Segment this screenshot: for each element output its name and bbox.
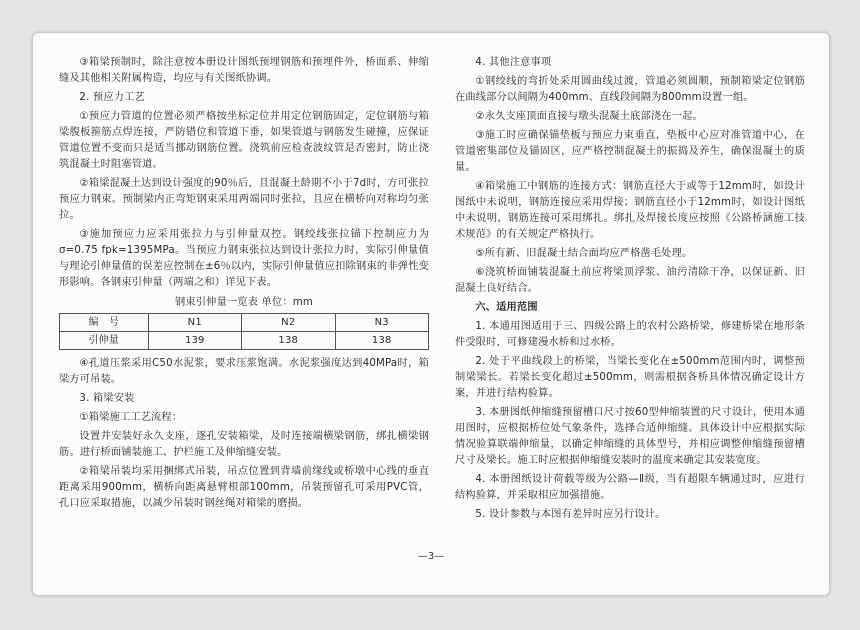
section-heading-install: 3. 箱梁安装 [79,393,135,404]
right-paragraph-5: ⑤所有新、旧混凝土结合面均应严格凿毛处理。 [475,248,693,259]
section-heading-other: 4. 其他注意事项 [475,57,552,68]
left-paragraph-2: ①预应力管道的位置必须严格按坐标定位并用定位钢筋固定，定位钢筋与箱梁腹板箍筋点焊连接，严防错位和管道下垂，如果管道与钢筋发生碰撞，应保证管道位置不变而只是适当挪动钢筋位置。浇筑前应检查波纹管是否密封，防止浇筑混凝土时阻塞管道。 [59,111,429,170]
right-paragraph-1: ①钢绞线的弯折处采用圆曲线过渡，管道必须圆顺，预制箱梁定位钢筋在曲线部分以间隔为400mm、直线段间隔为800mm设置一组。 [455,76,805,103]
left-column [59,55,429,515]
left-paragraph-8: ②箱梁吊装均采用捆绑式吊装，吊点位置到背墙前缘线或桥墩中心线的垂直距离采用900mm，横桥向距离悬臂根部100mm，吊装预留孔可采用PVC管，孔口应采取措施，以减少吊装时钢丝绳对箱梁的磨损。 [59,466,429,509]
right-paragraph-8: 2. 处于平曲线段上的桥梁，当梁长变化在±500mm范围内时，调整预制梁梁长。若梁长变化超过±500mm，则需根据各桥具体情况确定设计方案，并进行结构验算。 [455,356,805,399]
left-paragraph-1: ③箱梁预制时，除注意按本册设计图纸预埋钢筋和预埋件外，桥面系、伸缩缝及其他相关附属构造，均应与有关图纸协调。 [59,57,429,84]
table-col-n3: N3 [335,314,428,332]
left-paragraph-6: ①箱梁施工工艺流程： [79,412,183,423]
left-paragraph-3: ②箱梁混凝土达到设计强度的90％后，且混凝土龄期不小于7d时，方可张拉预应力钢束。预制梁内正弯矩钢束采用两端同时张拉，且应在横桥向对称均匀张拉。 [59,178,429,221]
table-col-n2: N2 [242,314,335,332]
left-paragraph-5: ④孔道压浆采用C50水泥浆，要求压浆饱满。水泥浆强度达到40MPa时，箱梁方可吊装。 [59,358,429,385]
document-page [32,32,830,596]
right-paragraph-2: ②永久支座顶面直接与墩头混凝土底部浇在一起。 [475,111,703,122]
section-heading-scope: 六、适用范围 [475,302,538,313]
table-value-n3: 138 [335,332,428,350]
right-paragraph-7: 1. 本通用图适用于三、四级公路上的农村公路桥梁，修建桥梁在地形条件受限时，可修建漫水桥和过水桥。 [455,321,805,348]
right-paragraph-6: ⑥浇筑桥面铺装混凝土前应将梁顶浮浆、油污清除干净，以保证新、旧混凝土良好结合。 [455,267,805,294]
section-heading-prestress: 2. 预应力工艺 [79,92,145,103]
right-paragraph-9: 3. 本册图纸伸缩缝预留槽口尺寸按60型伸缩装置的尺寸设计，使用本通用图时，应根据桥位处气象条件，选择合适伸缩缝。具体设计中应根据实际情况验算联端伸缩量，以确定伸缩缝的具体型号，并相应调整伸缩缝预留槽尺寸及梁长。施工时应根据伸缩缝安装时的温度来确定其安装宽度。 [455,407,805,466]
table-value-n2: 138 [242,332,335,350]
right-column [455,55,805,526]
right-paragraph-4: ④箱梁施工中钢筋的连接方式：钢筋直径大于或等于12mm时，如设计图纸中未说明，钢筋连接应采用焊接；钢筋直径小于12mm时，如设计图纸中未说明，钢筋连接可采用绑扎。绑扎及焊接长度应按照《公路桥涵施工技术规范》的有关规定严格执行。 [455,181,805,240]
left-paragraph-7: 设置并安装好永久支座，逐孔安装箱梁，及时连接端横梁钢筋，绑扎横梁钢筋。进行桥面铺装施工、护栏施工及伸缩缝安装。 [59,431,429,458]
table-value-n1: 139 [148,332,241,350]
page-number: —3— [417,551,445,562]
table-header-row [60,314,429,332]
table-value-row [60,332,429,350]
right-paragraph-10: 4. 本册图纸设计荷载等级为公路—Ⅱ级，当有超限车辆通过时，应进行结构验算，并采取相应加强措施。 [455,474,805,501]
table-header-label: 编 号 [60,314,149,332]
table-col-n1: N1 [148,314,241,332]
left-paragraph-4: ③施加预应力应采用张拉力与引伸量双控。钢绞线张拉锚下控制应力为σ=0.75 fpk=1395MPa。当预应力钢束张拉达到设计张拉力时，实际引伸量值与理论引伸量值的误差应控制在±6％以内，实际引伸量值应扣除钢束的非弹性变形影响。各钢束引伸量（两端之和）详见下表。 [59,229,429,288]
right-paragraph-3: ③施工时应确保锚垫板与预应力束垂直，垫板中心应对准管道中心，在管道密集部位及锚固区，应严格控制混凝土的振捣及养生，确保混凝土的质量。 [455,130,805,173]
elongation-table [59,313,429,350]
right-paragraph-11: 5. 设计参数与本图有差异时应另行设计。 [475,509,666,520]
table-row-label: 引伸量 [60,332,149,350]
table-caption: 钢束引伸量一览表 单位：mm [175,297,313,308]
